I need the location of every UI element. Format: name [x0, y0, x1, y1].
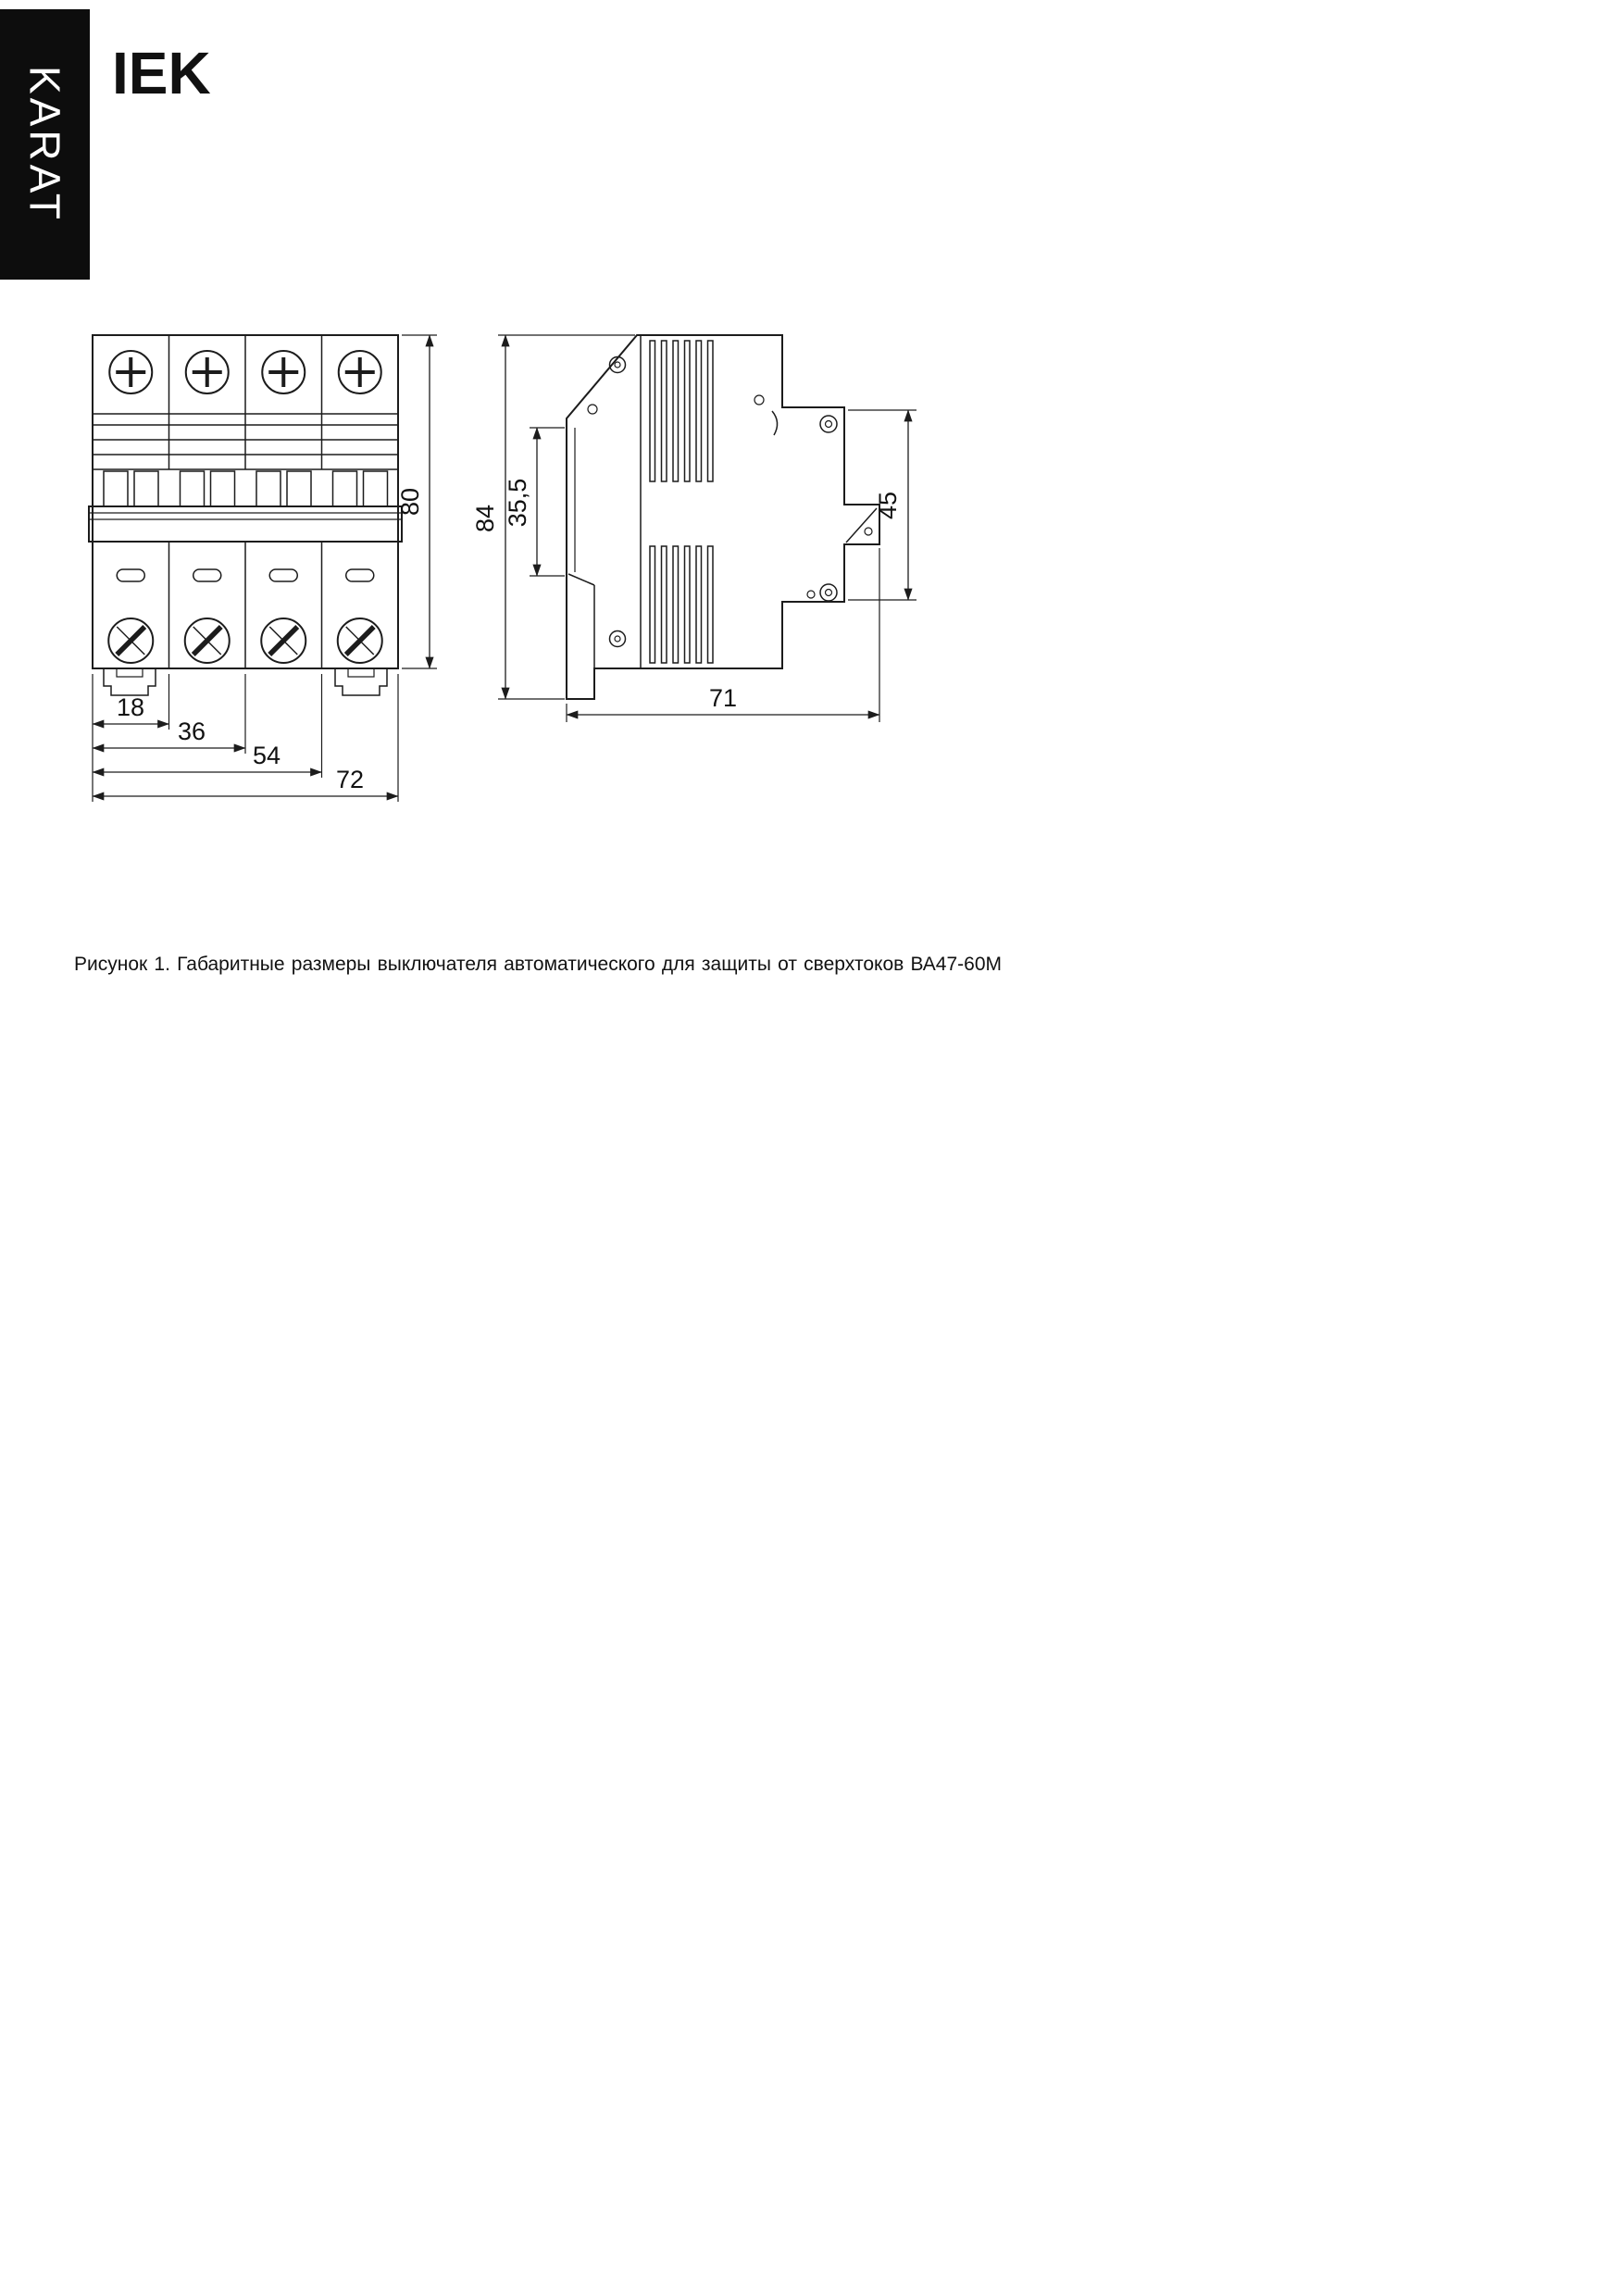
vent-slots-top [650, 341, 713, 481]
iek-logo: IEK [112, 40, 211, 106]
dim-80-label: 80 [396, 487, 424, 517]
curved-vent-slot [772, 411, 778, 435]
dim-71-label: 71 [708, 684, 738, 712]
dim-36-label: 36 [177, 718, 206, 745]
dim-84-label: 84 [471, 504, 499, 533]
side-dim-depth [567, 548, 879, 722]
dim-45-label: 45 [874, 491, 902, 520]
front-view-drawing [89, 335, 437, 802]
front-dim-height [396, 335, 437, 668]
karat-series-label: KARAT [20, 66, 69, 223]
handle-bar [89, 506, 402, 542]
dim-72-label: 72 [335, 766, 365, 793]
front-dim-widths [93, 674, 398, 802]
toggle-windows [104, 471, 388, 506]
dim-54-label: 54 [252, 742, 281, 769]
rail-hook-line [846, 508, 877, 543]
vent-slots-bottom [650, 546, 713, 663]
side-view-drawing [471, 335, 916, 722]
side-dim-window [504, 428, 565, 576]
dim-35-5-label: 35,5 [504, 478, 531, 528]
side-rivets [588, 357, 872, 647]
side-dim-height [471, 335, 635, 699]
dim-18-label: 18 [116, 693, 145, 721]
dimension-drawings [0, 0, 1074, 833]
figure-caption: Рисунок 1. Габаритные размеры выключателя автоматического для защиты от сверхтоков ВА47-60М [74, 954, 1002, 975]
